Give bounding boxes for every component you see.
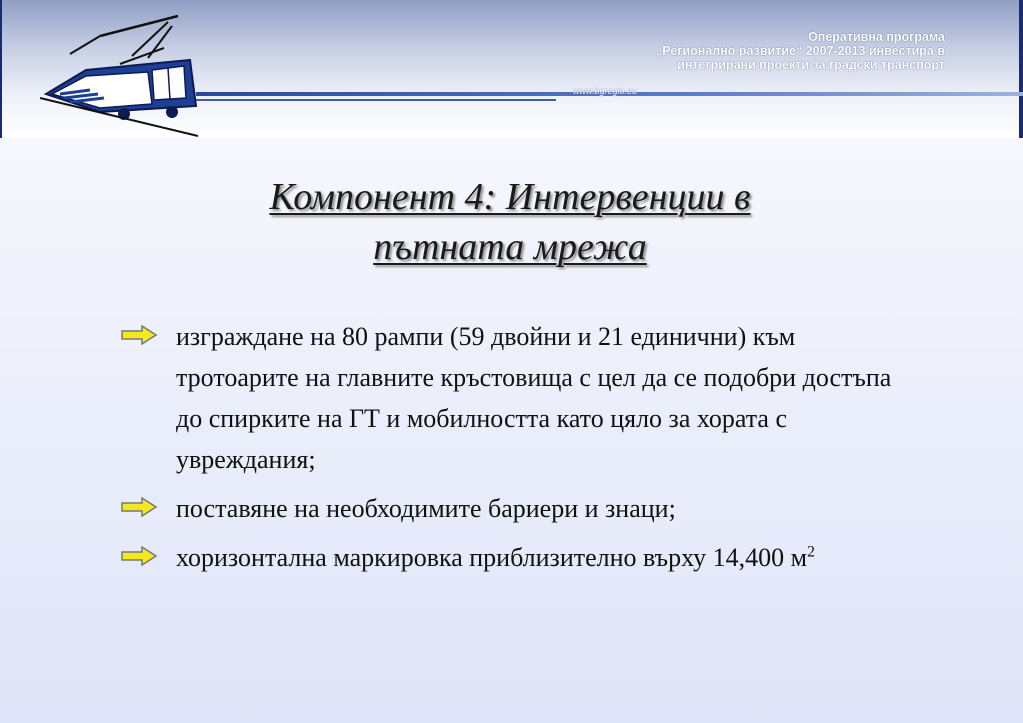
slide-title <box>170 172 850 272</box>
tram-icon <box>40 14 200 138</box>
bullet-item-marking <box>120 537 920 578</box>
program-line-1: Оперативна програма <box>808 30 945 44</box>
header-rule-low <box>196 99 556 101</box>
bullet-text: хоризонтална маркировка приблизително върху 14,400 м <box>176 543 808 572</box>
arrow-right-icon <box>120 546 158 566</box>
header-banner <box>0 0 1023 138</box>
program-line-2: „Регионално развитие“ 2007-2013 инвестира в <box>656 44 945 58</box>
program-text <box>545 30 945 72</box>
header-edge-left <box>0 0 2 138</box>
bullet-text: поставяне на необходимите бариери и знаци; <box>176 494 676 523</box>
slide-title-line-2: пътната мрежа <box>373 226 647 268</box>
arrow-right-icon <box>120 325 158 345</box>
bullet-item-barriers <box>120 488 920 529</box>
bullet-list <box>120 316 920 586</box>
bullet-item-ramps <box>120 316 920 480</box>
program-line-3: интегрирани проекти за градски транспорт <box>677 58 945 72</box>
slide-title-line-1: Компонент 4: Интервенции в <box>269 176 751 218</box>
arrow-right-icon <box>120 497 158 517</box>
bullet-text: изграждане на 80 рампи (59 двойни и 21 единични) към тротоарите на главните кръстовища с цел да се подобри достъпа до спирките на ГТ и мобилността като цяло за хората с увреждания; <box>176 322 892 474</box>
superscript: 2 <box>807 543 815 561</box>
site-url-link[interactable]: www.bgregio.eu <box>573 86 638 96</box>
header-edge-right <box>1019 0 1023 138</box>
